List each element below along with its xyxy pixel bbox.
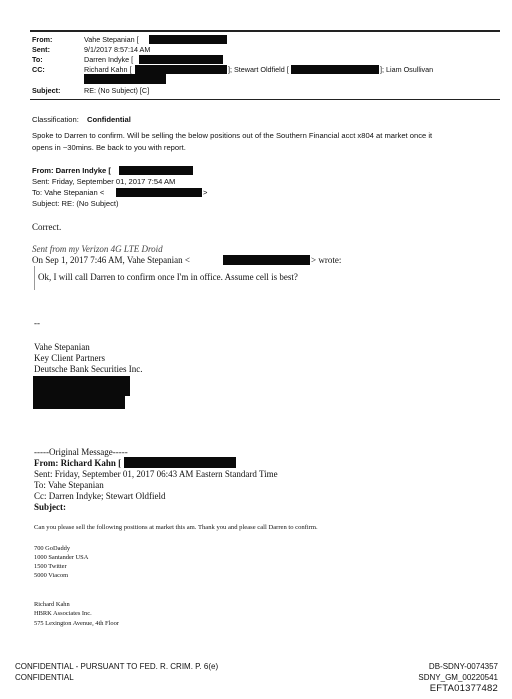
fwd-sent: Sent: Friday, September 01, 2017 7:54 AM [32,177,176,186]
redaction-signature-1 [33,376,130,396]
reply-quote: Ok, I will call Darren to confirm once I'm in office. Assume cell is best? [38,272,298,282]
original-sent: Sent: Friday, September 01, 2017 06:43 AM Eastern Standard Time [34,469,278,479]
to-label: To: [32,55,43,64]
original-to: To: Vahe Stepanian [34,480,104,490]
original-sig-address: 575 Lexington Avenue, 4th Floor [34,620,119,627]
redaction-from-email [149,35,227,44]
original-subject: Subject: [34,502,66,512]
quote-border [34,266,35,290]
fwd-to-suffix: > [203,188,208,197]
from-value: Vahe Stepanian [ [84,35,139,44]
footer-right-2: SDNY_GM_00220541 [418,673,498,682]
position-3: 1500 Twitter [34,563,67,570]
reply-sent-from: Sent from my Verizon 4G LTE Droid [32,244,163,254]
classification-label: Classification: [32,115,79,124]
footer-right-3: EFTA01377482 [429,683,498,694]
original-cc: Cc: Darren Indyke; Stewart Oldfield [34,491,166,501]
top-rule [30,30,500,32]
sent-value: 9/1/2017 8:57:14 AM [84,45,151,54]
redaction-cc-2 [291,65,379,74]
message-line-2: opens in ~30mins. Be back to you with report. [32,143,186,152]
original-body: Can you please sell the following positions at market this am. Thank you and please call Darren to confirm. [34,524,318,531]
fwd-from: From: Darren Indyke [ [32,166,111,175]
sent-label: Sent: [32,45,50,54]
footer-left-2: CONFIDENTIAL [15,673,74,682]
redaction-reply-email [223,255,310,265]
reply-on-suffix: > wrote: [311,255,342,265]
to-value: Darren Indyke [ [84,55,134,64]
cc-label: CC: [32,65,45,74]
redaction-cc-1 [135,65,227,74]
signature-name: Vahe Stepanian [34,342,90,352]
footer-right-1: DB-SDNY-0074357 [428,662,498,671]
original-marker: -----Original Message----- [34,447,128,457]
cc-value-1: Richard Kahn [ [84,65,132,74]
redaction-fwd-to [116,188,202,197]
fwd-to-prefix: To: Vahe Stepanian < [32,188,105,197]
header-rule [30,99,500,100]
subject-value: RE: (No Subject) [C] [84,86,150,95]
signature-title: Key Client Partners [34,353,105,363]
message-line-1: Spoke to Darren to confirm. Will be selling the below positions out of the Southern Financial acct x804 at market once it [32,131,433,140]
reply-correct: Correct. [32,222,62,232]
redaction-original-from [124,457,236,468]
cc-value-2: ]; Stewart Oldfield [ [228,65,289,74]
original-sig-name: Richard Kahn [34,601,70,608]
subject-label: Subject: [32,86,61,95]
footer-left-1: CONFIDENTIAL - PURSUANT TO FED. R. CRIM. P. 6(e) [15,662,219,671]
cc-value-3: ]; Liam Osullivan [380,65,434,74]
from-label: From: [32,35,53,44]
position-1: 700 GoDaddy [34,545,71,552]
original-sig-company: HBRK Associates Inc. [34,610,92,617]
position-4: 5000 Viacom [34,572,69,579]
fwd-subject: Subject: RE: (No Subject) [32,199,119,208]
classification-value: Confidential [87,115,131,124]
signature-dashes: -- [34,318,40,328]
redaction-to-email [139,55,223,64]
original-from: From: Richard Kahn [ [34,458,122,468]
redaction-signature-2 [33,395,125,409]
reply-on-prefix: On Sep 1, 2017 7:46 AM, Vahe Stepanian < [32,255,190,265]
redaction-cc-3 [84,74,166,84]
signature-company: Deutsche Bank Securities Inc. [34,364,143,374]
position-2: 1000 Santander USA [34,554,89,561]
redaction-fwd-from [119,166,193,175]
